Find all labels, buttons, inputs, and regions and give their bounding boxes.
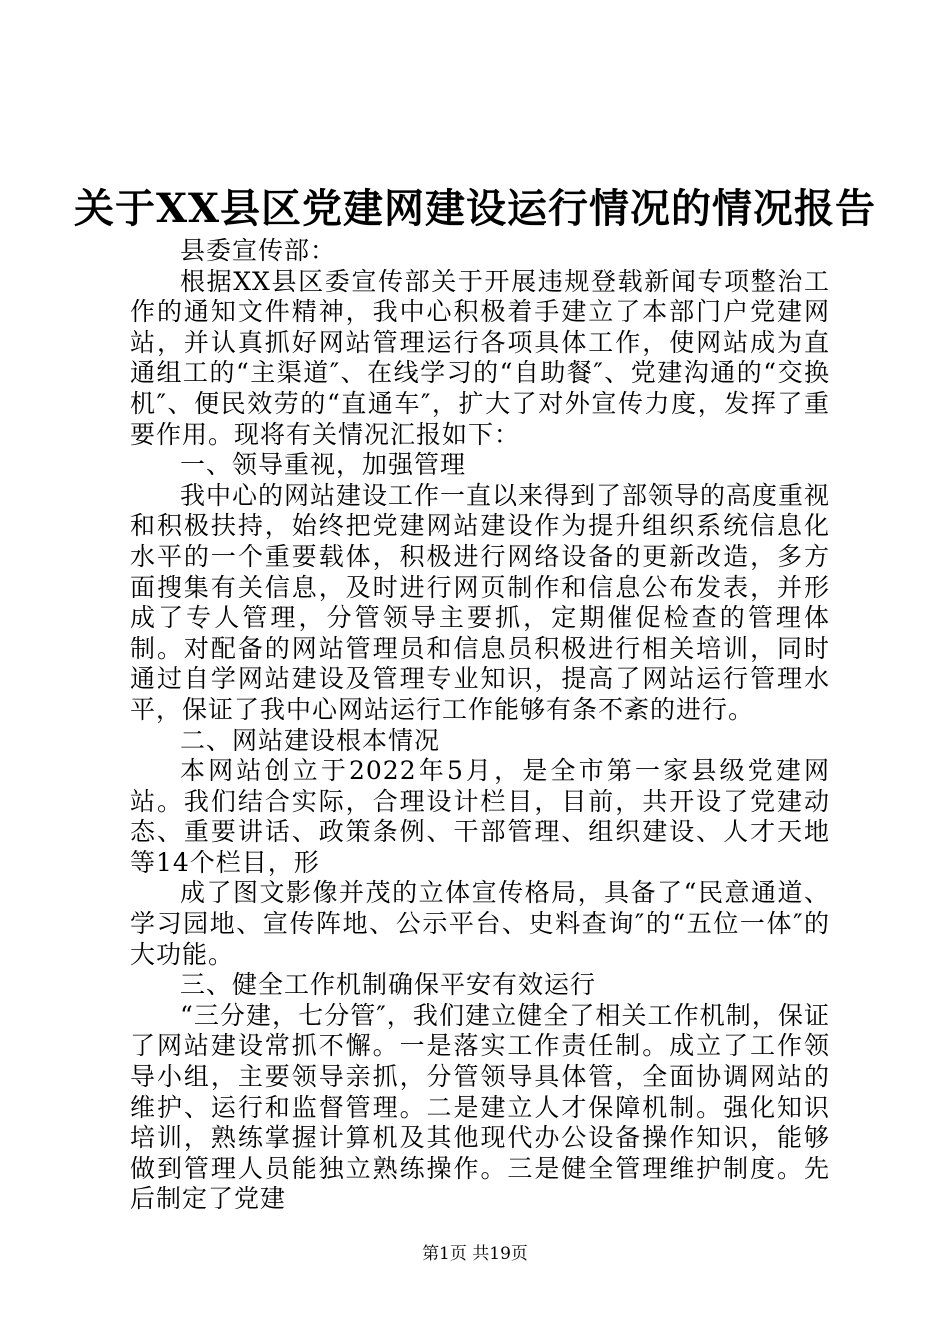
section-heading-2: 二、网站建设根本情况 (180, 725, 441, 755)
section-2-paragraph-b: 成了图文影像并茂的立体宣传格局，具备了“民意通道、学习园地、宣传阵地、公示平台、史料查询″的“五位一体″的大功能。 (130, 878, 830, 969)
section-2-paragraph-a: 本网站创立于2022年5月，是全市第一家县级党建网站。我们结合实际，合理设计栏目，目前，共开设了党建动态、重要讲话、政策条例、干部管理、组织建设、人才天地等14个栏目，形 (130, 756, 830, 877)
salutation: 县委宣传部： (180, 236, 337, 265)
section-3-paragraph: “三分建，七分管″，我们建立健全了相关工作机制，保证了网站建设常抓不懈。一是落实工作责任制。成立了工作领导小组，主要领导亲抓，分管领导具体管，全面协调网站的维护、运行和监督管理。二是建立人才保障机制。强化知识培训，熟练掌握计算机及其他现代办公设备操作知识，能够做到管理人员能独立熟练操作。三是健全管理维护制度。先后制定了党建 (130, 1000, 830, 1214)
section-heading-1: 一、领导重视，加强管理 (180, 450, 467, 480)
document-title: 关于XX县区党建网建设运行情况的情况报告 (73, 185, 877, 232)
page-number-footer: 第1页 共19页 (422, 1244, 528, 1264)
section-heading-3: 三、健全工作机制确保平安有效运行 (180, 970, 597, 1000)
intro-paragraph: 根据XX县区委宣传部关于开展违规登载新闻专项整治工作的通知文件精神，我中心积极着手建立了本部门户党建网站，并认真抓好网站管理运行各项具体工作，使网站成为直通组工的“主渠道″、在线学习的“自助餐″、党建沟通的“交换机″、便民效劳的“直通车″，扩大了对外宣传力度，发挥了重要作用。现将有关情况汇报如下： (130, 266, 830, 449)
document-body (130, 236, 830, 1215)
section-1-paragraph: 我中心的网站建设工作一直以来得到了部领导的高度重视和积极扶持，始终把党建网站建设作为提升组织系统信息化水平的一个重要载体，积极进行网络设备的更新改造，多方面搜集有关信息，及时进行网页制作和信息公布发表，并形成了专人管理，分管领导主要抓，定期催促检查的管理体制。对配备的网站管理员和信息员积极进行相关培训，同时通过自学网站建设及管理专业知识，提高了网站运行管理水平，保证了我中心网站运行工作能够有条不紊的进行。 (130, 480, 831, 724)
